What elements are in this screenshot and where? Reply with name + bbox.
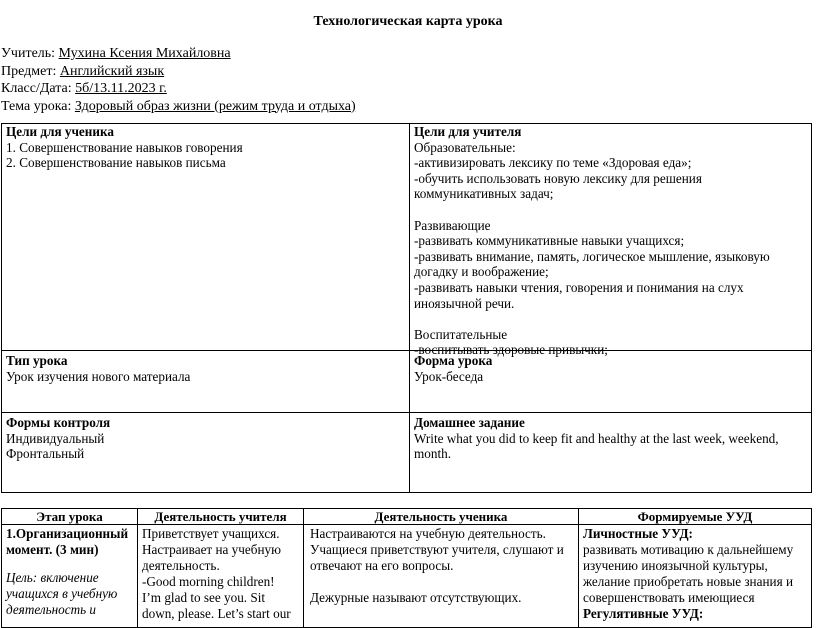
stage-goal: Цель: включение — [6, 570, 99, 585]
header-uud: Формируемые УУД — [637, 509, 753, 524]
educational-goal: -активизировать лексику по теме «Здоровая еда»; — [414, 155, 692, 171]
header-student-activity: Деятельность ученика — [374, 509, 508, 524]
teacher-activity-line: Приветствует учащихся. — [142, 526, 280, 541]
educational-goal: коммуникативных задач; — [414, 186, 554, 202]
uud-personal-line: изучению иноязычной культуры, — [583, 558, 768, 573]
developing-title: Развивающие — [414, 217, 491, 233]
student-activity-cell — [310, 526, 576, 606]
class-label: Класс/Дата: — [1, 81, 72, 96]
control-title: Формы контроля — [6, 415, 111, 430]
stages-col-divider — [137, 508, 138, 628]
educational-goal: -обучить использовать новую лексику для решения — [414, 170, 702, 186]
upbringing-title: Воспитательные — [414, 326, 508, 342]
stage-goal: учащихся в учебную — [6, 586, 118, 601]
header-stage: Этап урока — [36, 509, 103, 524]
uud-personal-line: желание приобретать новые знания и — [583, 574, 794, 589]
control-value: Индивидуальный — [6, 430, 105, 446]
teacher-activity-line: Настраивает на учебную — [142, 542, 281, 557]
stage-cell — [6, 526, 137, 618]
goals-table-divider — [409, 123, 410, 493]
teacher-activity-cell — [142, 526, 302, 622]
student-activity-line: отвечают на его вопросы. — [310, 558, 454, 573]
teacher-goals-cell — [414, 124, 809, 358]
lesson-form-value: Урок-беседа — [414, 368, 484, 384]
stage-name: момент. (3 мин) — [6, 542, 99, 557]
uud-personal-line: совершенствовать имеющиеся — [583, 590, 755, 605]
student-goal: 2. Совершенствование навыков письма — [6, 155, 226, 171]
student-goals-cell — [6, 124, 406, 171]
teacher-value: Мухина Ксения Михайловна — [58, 46, 231, 61]
teacher-goals-title: Цели для учителя — [414, 124, 522, 139]
educational-title: Образовательные: — [414, 139, 516, 155]
teacher-activity-line: down, please. Let’s start our — [142, 606, 291, 621]
teacher-line — [1, 45, 356, 63]
uud-cell — [583, 526, 811, 622]
control-value: Фронтальный — [6, 446, 85, 462]
developing-goal: -развивать навыки чтения, говорения и понимания на слух — [414, 279, 744, 295]
class-value: 5б/13.11.2023 г. — [75, 81, 167, 96]
lesson-form-cell — [414, 353, 809, 384]
stage-goal: деятельность и — [6, 602, 97, 617]
lesson-type-title: Тип урока — [6, 353, 68, 368]
teacher-activity-line: деятельность. — [142, 558, 220, 573]
stages-col-divider — [303, 508, 304, 628]
uud-personal-title: Личностные УУД: — [583, 526, 693, 541]
homework-cell — [414, 415, 809, 462]
subject-value: Английский язык — [59, 63, 165, 79]
homework-text: Write what you did to keep fit and healthy at the last week, weekend, — [414, 430, 779, 446]
subject-line — [1, 63, 356, 81]
topic-value: Здоровый образ жизни (режим труда и отдыха) — [74, 98, 356, 114]
control-cell — [6, 415, 406, 462]
stages-col-divider — [578, 508, 579, 628]
lesson-info — [1, 45, 356, 115]
developing-goal: -развивать внимание, память, логическое мышление, языковую — [414, 248, 770, 264]
class-line — [1, 80, 356, 98]
developing-goal: иноязычной речи. — [414, 295, 515, 311]
student-activity-line: Учащиеся приветствуют учителя, слушают и — [310, 542, 564, 557]
topic-label: Тема урока: — [1, 98, 72, 114]
teacher-activity-line: I’m glad to see you. Sit — [142, 590, 266, 605]
developing-goal: -развивать коммуникативные навыки учащихся; — [414, 233, 685, 249]
homework-text: month. — [414, 446, 451, 462]
upbringing-goal: -воспитывать здоровые привычки; — [414, 342, 608, 358]
student-activity-line: Настраиваются на учебную деятельность. — [310, 526, 546, 541]
uud-personal-line: развивать мотивацию к дальнейшему — [583, 542, 794, 557]
header-teacher-activity: Деятельность учителя — [154, 509, 287, 524]
homework-title: Домашнее задание — [414, 415, 525, 430]
teacher-activity-line: -Good morning children! — [142, 574, 275, 589]
page-title: Технологическая карта урока — [313, 14, 503, 29]
uud-regulative-title: Регулятивные УУД: — [583, 606, 704, 621]
developing-goal: догадку и воображение; — [414, 264, 549, 280]
lesson-form-title: Форма урока — [414, 353, 493, 368]
student-goals-title: Цели для ученика — [6, 124, 114, 139]
goals-table-row-line — [1, 412, 812, 413]
stage-name: 1.Организационный — [6, 526, 129, 541]
lesson-type-cell — [6, 353, 406, 384]
subject-label: Предмет: — [1, 63, 57, 79]
student-goal: 1. Совершенствование навыков говорения — [6, 139, 243, 155]
teacher-label: Учитель: — [1, 46, 56, 61]
topic-line — [1, 98, 356, 116]
student-activity-line: Дежурные называют отсутствующих. — [310, 590, 522, 605]
lesson-type-value: Урок изучения нового материала — [6, 368, 191, 384]
